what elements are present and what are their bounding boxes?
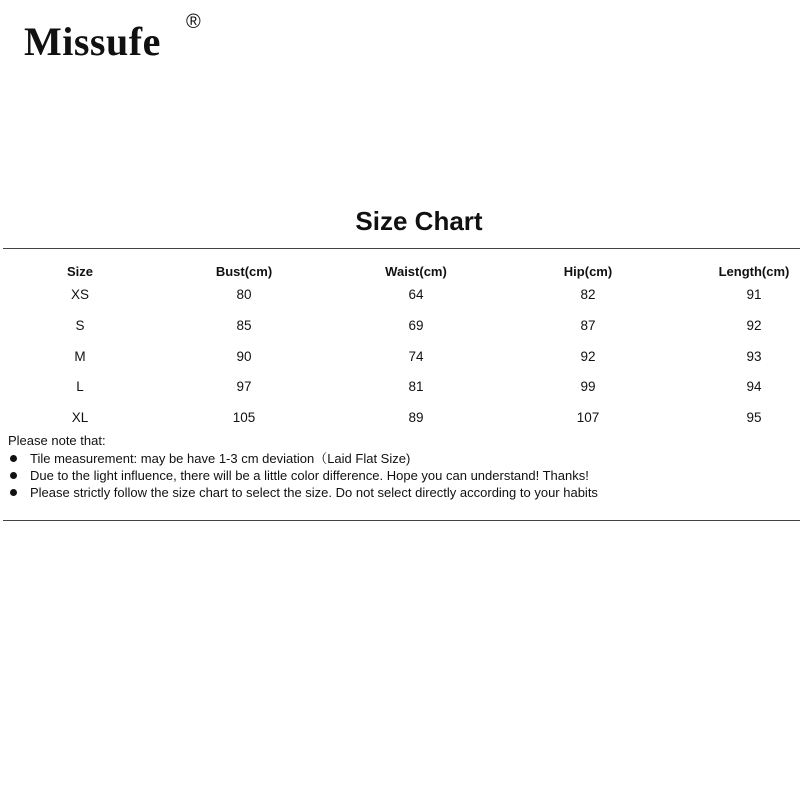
hip-cell: 82 xyxy=(580,287,596,302)
bust-cell: 97 xyxy=(236,379,252,394)
note-item xyxy=(8,484,788,501)
size-cell: M xyxy=(74,349,86,364)
table-row xyxy=(0,315,800,337)
bottom-divider xyxy=(3,520,800,521)
table-row xyxy=(0,407,800,429)
size-cell: L xyxy=(76,379,84,394)
length-cell: 93 xyxy=(746,349,762,364)
waist-cell: 89 xyxy=(408,410,424,425)
waist-cell: 81 xyxy=(408,379,424,394)
table-header-row xyxy=(0,261,800,283)
note-item xyxy=(8,467,788,484)
note-text: Please strictly follow the size chart to select the size. Do not select directly according to your habits xyxy=(30,485,598,500)
waist-cell: 64 xyxy=(408,287,424,302)
bust-cell: 85 xyxy=(236,318,252,333)
registered-mark: ® xyxy=(186,11,201,33)
table-row xyxy=(0,284,800,306)
bust-cell: 90 xyxy=(236,349,252,364)
bullet-icon xyxy=(10,489,17,496)
header-waist: Waist(cm) xyxy=(385,264,447,279)
waist-cell: 69 xyxy=(408,318,424,333)
note-text: Due to the light influence, there will be a little color difference. Hope you can understand! Thanks! xyxy=(30,468,589,483)
bullet-icon xyxy=(10,455,17,462)
top-divider xyxy=(3,248,800,249)
bust-cell: 105 xyxy=(232,410,256,425)
header-bust: Bust(cm) xyxy=(215,264,273,279)
note-text: Tile measurement: may be have 1-3 cm deviation（Laid Flat Size) xyxy=(30,451,411,466)
hip-cell: 99 xyxy=(580,379,596,394)
notes-section xyxy=(8,432,788,501)
notes-list xyxy=(8,450,788,501)
size-cell: XL xyxy=(71,410,89,425)
header-size: Size xyxy=(66,264,93,279)
note-item xyxy=(8,450,788,467)
waist-cell: 74 xyxy=(408,349,424,364)
header-length: Length(cm) xyxy=(718,264,790,279)
length-cell: 91 xyxy=(746,287,762,302)
hip-cell: 87 xyxy=(580,318,596,333)
bust-cell: 80 xyxy=(236,287,252,302)
hip-cell: 107 xyxy=(576,410,600,425)
length-cell: 92 xyxy=(746,318,762,333)
table-row xyxy=(0,376,800,398)
bullet-icon xyxy=(10,472,17,479)
size-cell: XS xyxy=(70,287,89,302)
page-title: Size Chart xyxy=(355,206,483,236)
notes-intro: Please note that: xyxy=(8,433,106,448)
brand-logo: Missufe xyxy=(24,19,161,64)
length-cell: 94 xyxy=(746,379,762,394)
size-cell: S xyxy=(75,318,85,333)
table-row xyxy=(0,346,800,368)
header-hip: Hip(cm) xyxy=(563,264,613,279)
hip-cell: 92 xyxy=(580,349,596,364)
length-cell: 95 xyxy=(746,410,762,425)
